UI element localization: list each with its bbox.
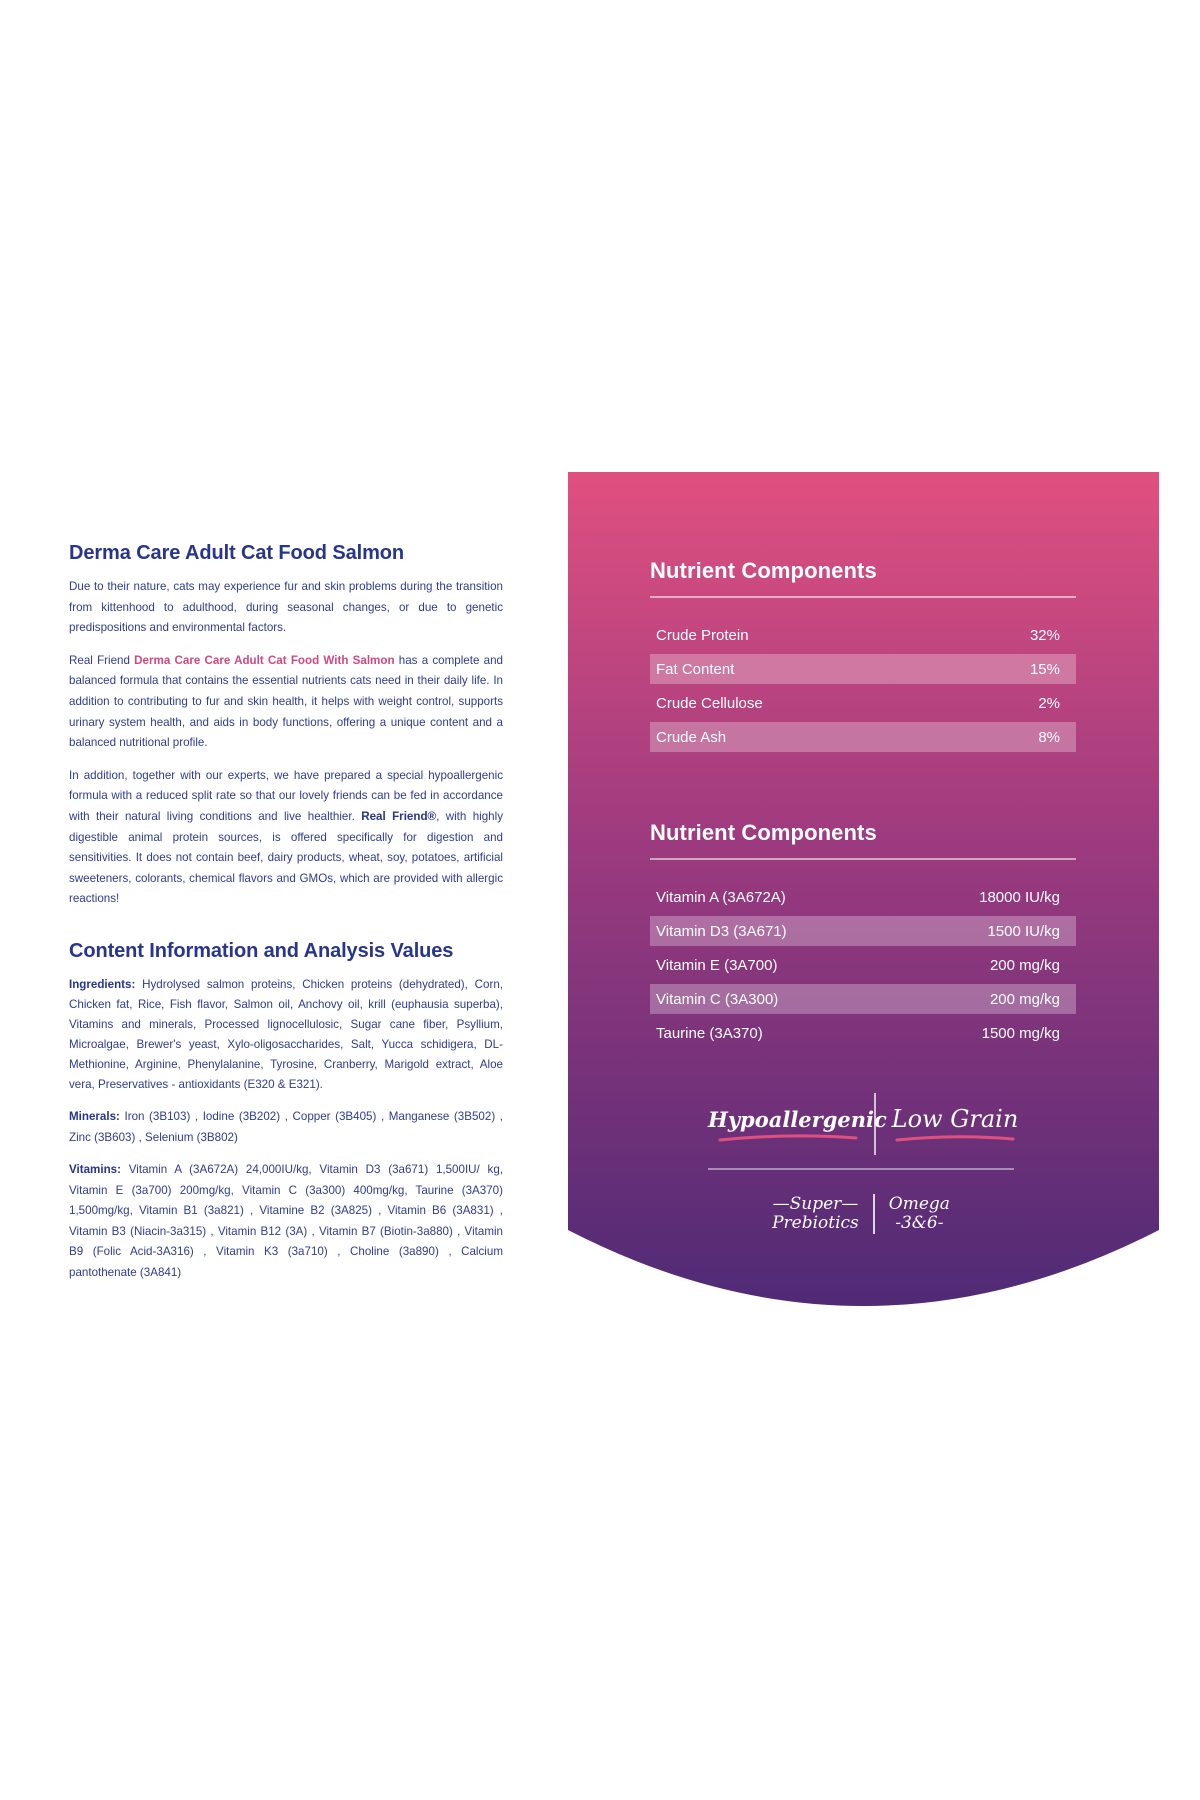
nutrient-value: 15% <box>1029 660 1060 678</box>
table-row <box>650 916 1076 946</box>
badge-divider-vertical-small <box>873 1194 875 1234</box>
nutrient-table-2 <box>650 882 1076 1048</box>
formula-text: has a complete and balanced formula that contains the essential nutrients cats need in their daily life. In addition to contributing to fur and skin health, it helps with weight control, supports urinary system health, and aids in body functions, offering a unique content and a balanced nutritional profile. <box>69 653 503 750</box>
nutrient-value: 18000 IU/kg <box>979 888 1060 906</box>
nutrient-value: 8% <box>1038 728 1060 746</box>
nutrient-value: 200 mg/kg <box>989 990 1060 1008</box>
vitamins-label: Vitamins: <box>69 1163 121 1177</box>
minerals-label: Minerals: <box>69 1109 120 1123</box>
minerals-paragraph <box>69 1107 503 1148</box>
omega-number-label: -3&6- <box>895 1213 944 1233</box>
intro-text: Due to their nature, cats may experience fur and skin problems during the transition from kittenhood to adulthood, during seasonal changes, or due to genetic predispositions and environmental factors. <box>69 580 503 635</box>
nutrient-title-1: Nutrient Components <box>650 558 877 583</box>
super-label: —Super— <box>772 1194 859 1214</box>
table-row <box>650 722 1076 752</box>
table-row <box>650 984 1076 1014</box>
table-row <box>650 950 1076 980</box>
nutrient-name: Crude Protein <box>656 626 749 644</box>
hypo-text-a: In addition, together with our experts, we have prepared a special hypoallergenic formula with a reduced split rate so that our lovely friends can be fed in accordance with their natural living conditions and live healthier. <box>69 768 503 823</box>
low-grain-badge <box>882 1105 1028 1143</box>
product-name-highlight: Derma Care Care Adult Cat Food With Salmon <box>134 653 395 667</box>
table-row <box>650 882 1076 912</box>
hypoallergenic-paragraph <box>69 766 503 910</box>
nutrient-value: 2% <box>1038 694 1060 712</box>
table-row <box>650 654 1076 684</box>
brand-name: Real Friend <box>69 653 135 667</box>
ingredients-label: Ingredients: <box>69 977 136 991</box>
product-description <box>69 542 503 1296</box>
panel-content <box>650 558 1076 1052</box>
nutrient-name: Taurine (3A370) <box>656 1024 763 1042</box>
ingredients-paragraph <box>69 975 503 1095</box>
minerals-text: Iron (3B103) , Iodine (3B202) , Copper (3B405) , Manganese (3B502) , Zinc (3B603) , Selenium (3B802) <box>69 1109 503 1144</box>
nutrient-name: Vitamin D3 (3A671) <box>656 922 787 940</box>
omega-label: Omega <box>888 1194 950 1214</box>
nutrient-rule-2 <box>650 858 1076 860</box>
badge-row-bottom <box>708 1194 1014 1234</box>
nutrient-name: Crude Ash <box>656 728 727 746</box>
prebiotics-label: Prebiotics <box>772 1213 859 1233</box>
nutrient-block-1 <box>650 558 1076 752</box>
intro-paragraph <box>69 577 503 639</box>
content-title: Content Information and Analysis Values <box>69 939 454 962</box>
nutrient-name: Fat Content <box>656 660 735 678</box>
feature-badges <box>708 1092 1028 1302</box>
nutrient-name: Vitamin E (3A700) <box>656 956 778 974</box>
hypoallergenic-badge <box>708 1106 887 1142</box>
badge-row-top <box>708 1092 1028 1156</box>
omega-badge <box>889 1195 950 1233</box>
nutrient-value: 32% <box>1029 626 1060 644</box>
nutrient-value: 200 mg/kg <box>989 956 1060 974</box>
nutrient-value: 1500 IU/kg <box>987 922 1060 940</box>
nutrient-value: 1500 mg/kg <box>981 1024 1060 1042</box>
nutrient-panel <box>568 472 1159 1313</box>
hypo-text-b: , with highly digestible animal protein sources, is offered specifically for digestion and sensitivities. It does not contain beef, dairy products, wheat, soy, potatoes, artificial sweeteners, colorants, chemical flavors and GMOs, which are provided with allergic reactions! <box>69 809 504 906</box>
nutrient-rule-1 <box>650 596 1076 598</box>
nutrient-name: Crude Cellulose <box>656 694 763 712</box>
table-row <box>650 1018 1076 1048</box>
nutrient-name: Vitamin A (3A672A) <box>656 888 786 906</box>
nutrient-title-2: Nutrient Components <box>650 820 877 845</box>
swoosh-icon <box>895 1135 1015 1143</box>
swoosh-icon <box>718 1134 858 1142</box>
low-grain-label: Low Grain <box>891 1105 1019 1133</box>
product-title: Derma Care Adult Cat Food Salmon <box>69 542 404 564</box>
super-prebiotics-badge <box>772 1195 859 1233</box>
vitamins-paragraph <box>69 1160 503 1284</box>
formula-paragraph <box>69 651 503 754</box>
badge-divider-horizontal <box>708 1168 1014 1170</box>
vitamins-text: Vitamin A (3A672A) 24,000IU/kg, Vitamin D3 (3a671) 1,500IU/ kg, Vitamin E (3a700) 200mg/kg, Vitamin C (3a300) 400mg/kg, Taurine (3A370) 1,500mg/kg, Vitamin B1 (3a821) , Vitamine B2 (3A825) , Vitamin B6 (3A831) , Vitamin B3 (Niacin-3a315) , Vitamin B12 (3A) , Vitamin B7 (Biotin-3a880) , Vitamin B9 (Folic Acid-3A316) , Vitamin K3 (3a710) , Choline (3a890) , Calcium pantothenate (3A841) <box>69 1163 503 1280</box>
table-row <box>650 688 1076 718</box>
hypoallergenic-label: Hypoallergenic <box>708 1106 887 1132</box>
table-row <box>650 620 1076 650</box>
nutrient-name: Vitamin C (3A300) <box>656 990 779 1008</box>
nutrient-table-1 <box>650 620 1076 752</box>
nutrient-block-2 <box>650 820 1076 1048</box>
brand-registered: Real Friend® <box>361 809 437 823</box>
ingredients-text: Hydrolysed salmon proteins, Chicken proteins (dehydrated), Corn, Chicken fat, Rice, Fish flavor, Salmon oil, Anchovy oil, krill (euphausia superba), Vitamins and minerals, Processed lignocellulosic, Sugar cane fiber, Psyllium, Microalgae, Brewer's yeast, Xylo-oligosaccharides, Salt, Yucca schidigera, DL- Methionine, Arginine, Phenylalanine, Tyrosine, Cranberry, Marigold extract, Aloe vera, Preservatives - antioxidants (E320 & E321). <box>69 977 503 1091</box>
